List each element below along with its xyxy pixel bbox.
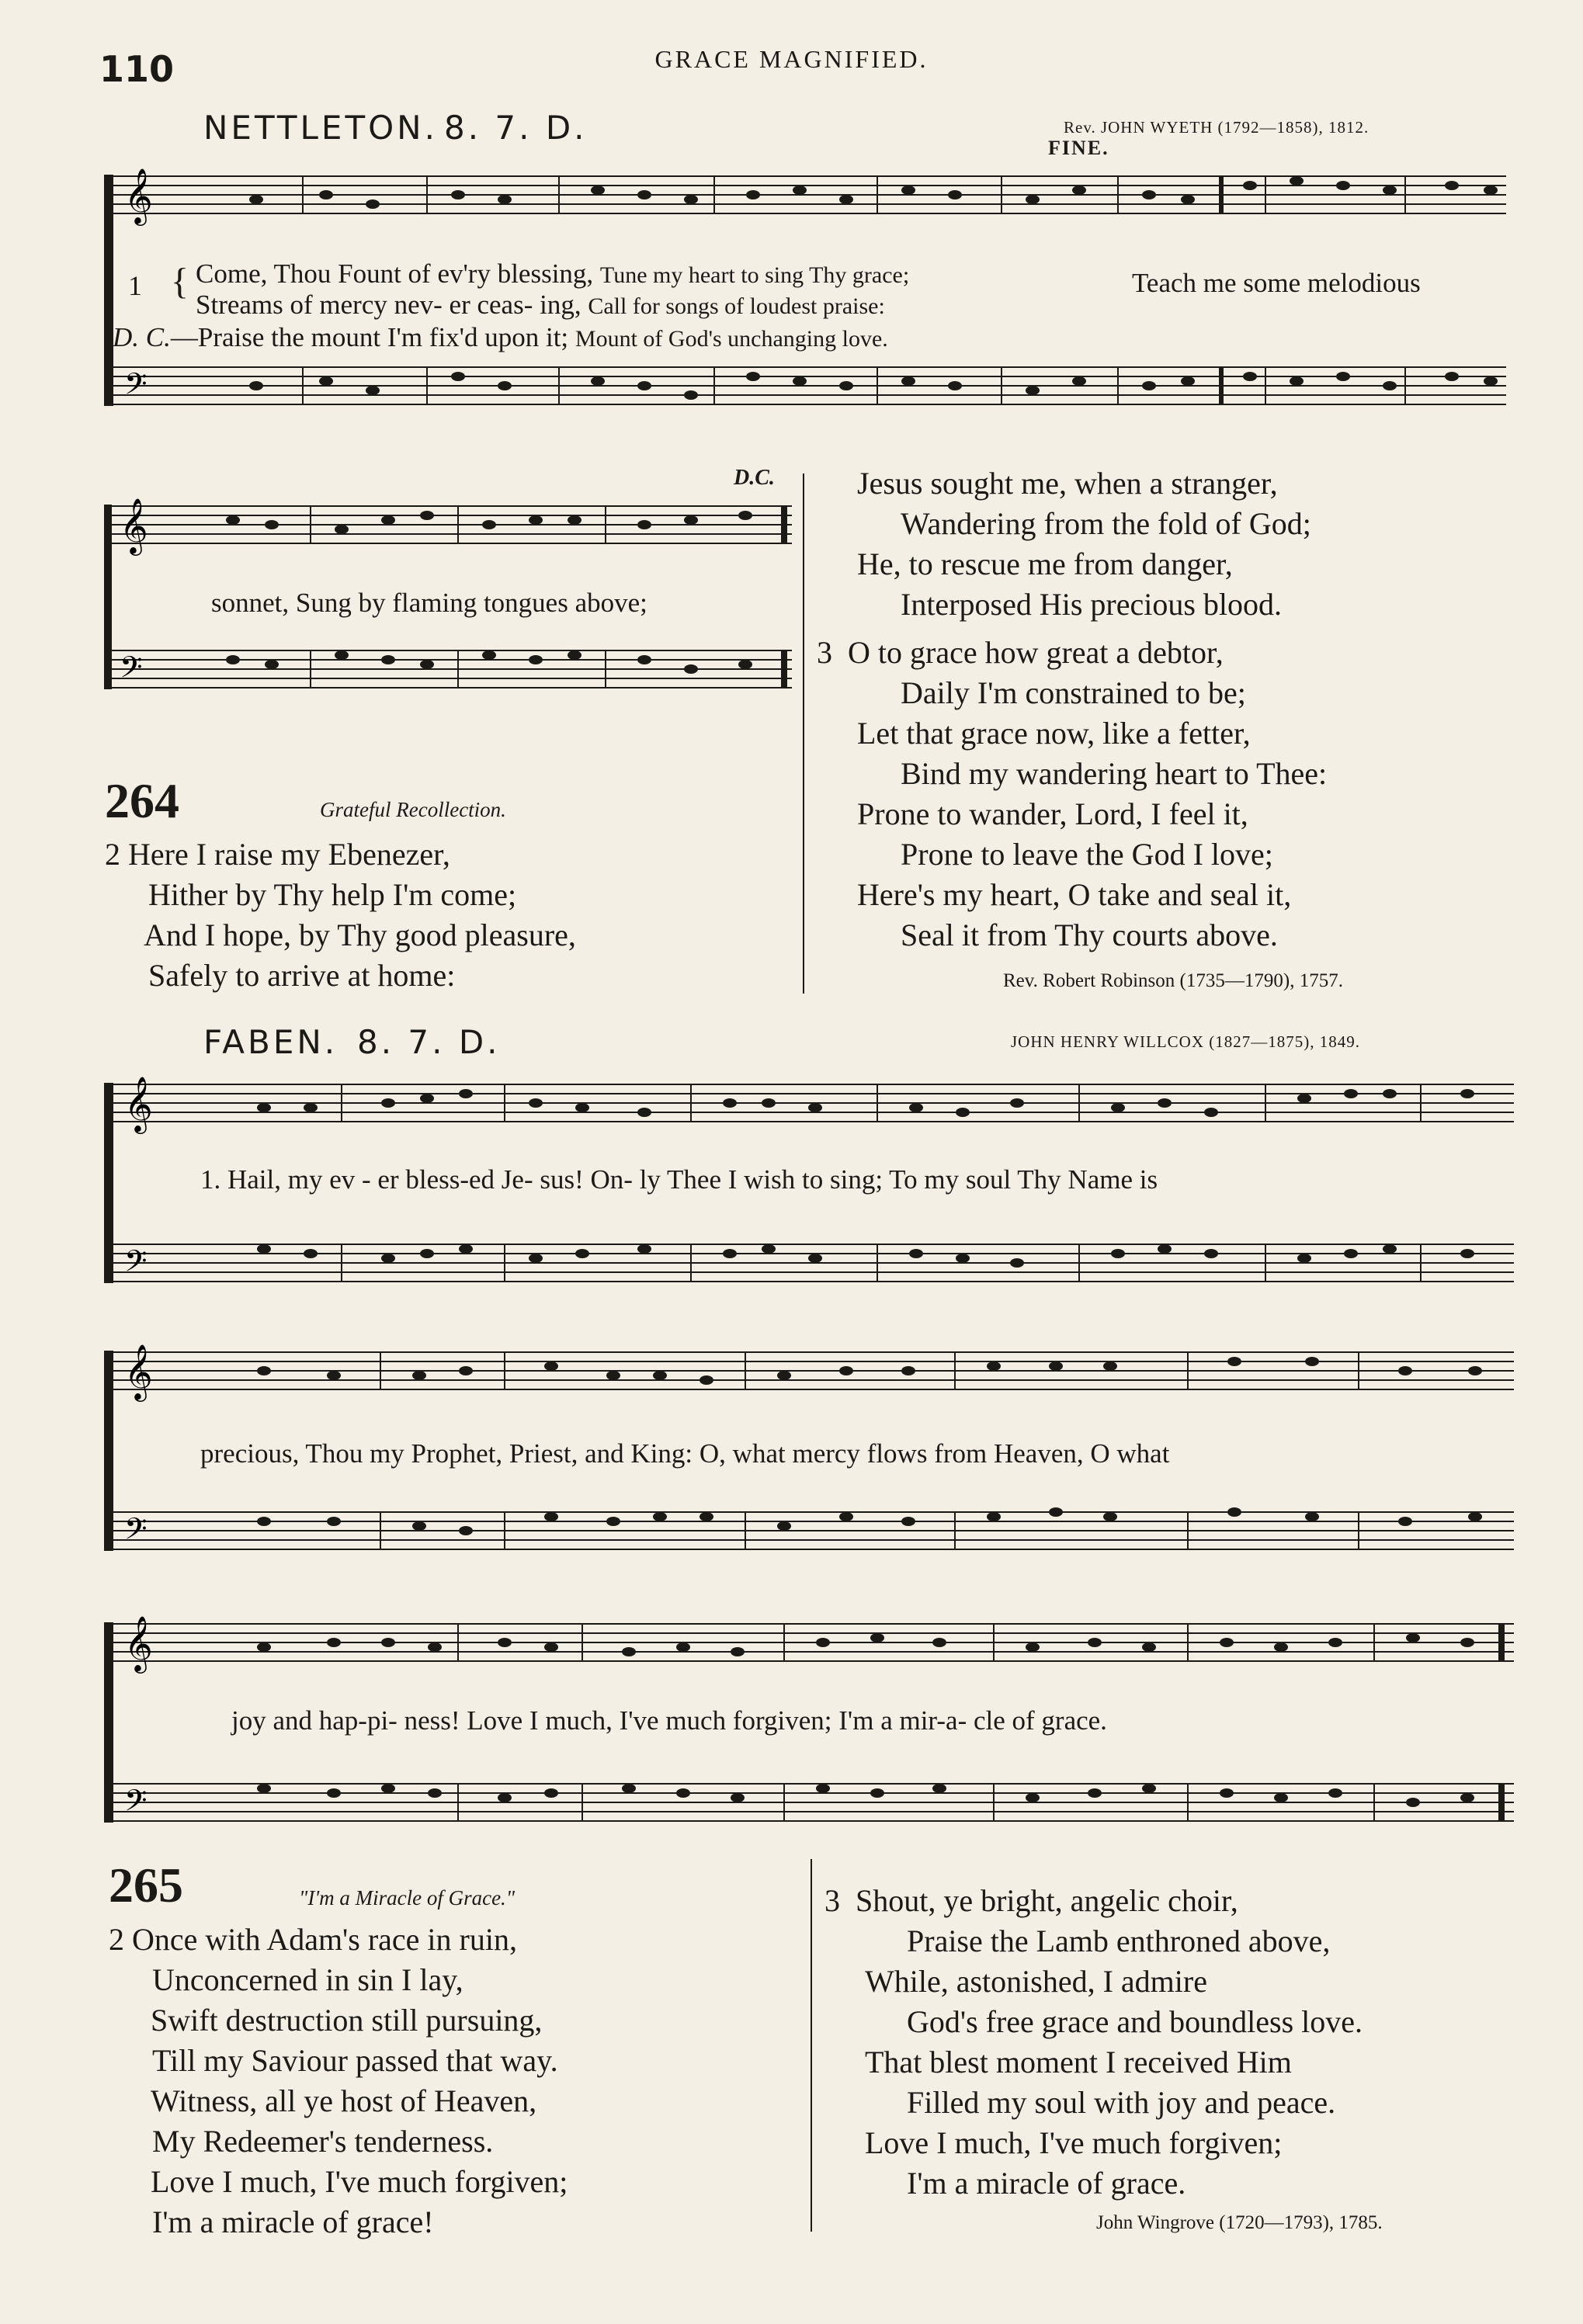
faben-title: FABEN.: [203, 1023, 338, 1061]
faben-meter: 8. 7. D.: [357, 1023, 501, 1061]
verse-line: Witness, all ye host of Heaven,: [151, 2083, 537, 2118]
faben-lyric-line-1: 1. Hail, my ev - er bless-ed Je- sus! On- ly Thee I wish to sing; To my soul Thy Name is: [200, 1164, 1158, 1195]
verse-line: Hither by Thy help I'm come;: [148, 877, 517, 912]
hymn-264-verse-2-continued: [857, 463, 1311, 625]
svg-text:𝄢: 𝄢: [124, 366, 148, 408]
verse-line: Bind my wandering heart to Thee:: [901, 756, 1328, 791]
verse-line: Jesus sought me, when a stranger,: [857, 466, 1278, 501]
column-divider: [803, 473, 804, 994]
verse-line: 3 Shout, ye bright, angelic choir,: [824, 1883, 1238, 1918]
brace: {: [171, 261, 189, 302]
verse-line: Praise the Lamb enthroned above,: [907, 1923, 1331, 1958]
verse-number: 1: [128, 270, 142, 301]
faben-lyric-line-2: precious, Thou my Prophet, Priest, and King: O, what mercy flows from Heaven, O what: [200, 1438, 1170, 1469]
verse-line: God's free grace and boundless love.: [907, 2004, 1363, 2039]
fine-label: FINE.: [1048, 137, 1109, 159]
running-head: GRACE MAGNIFIED.: [654, 45, 929, 73]
verse-line: Wandering from the fold of God;: [901, 506, 1311, 541]
svg-text:𝄞: 𝄞: [124, 1615, 153, 1671]
verse-line: Here's my heart, O take and seal it,: [857, 877, 1292, 912]
svg-text:𝄞: 𝄞: [124, 1343, 153, 1400]
hymn-265-subtitle: "I'm a Miracle of Grace.": [299, 1886, 516, 1909]
verse-line: And I hope, by Thy good pleasure,: [144, 917, 576, 952]
page-number: 110: [99, 48, 175, 90]
verse-line: Prone to wander, Lord, I feel it,: [857, 796, 1248, 831]
verse-line: 2 Here I raise my Ebenezer,: [105, 837, 450, 872]
hymn-265-attribution: John Wingrove (1720—1793), 1785.: [1096, 2212, 1383, 2233]
verse-line: Love I much, I've much forgiven;: [865, 2125, 1283, 2160]
verse-line: My Redeemer's tenderness.: [152, 2124, 494, 2159]
hymn-265-verse-3: [824, 1881, 1363, 2204]
hymn-number-265: 265: [109, 1857, 183, 1913]
nettleton-lyric-line-3: sonnet, Sung by flaming tongues above;: [211, 588, 647, 618]
verse-line: Interposed His precious blood.: [901, 587, 1283, 622]
hymn-number-264: 264: [105, 773, 179, 828]
verse-line: Daily I'm constrained to be;: [901, 675, 1246, 710]
verse-line: I'm a miracle of grace.: [907, 2166, 1186, 2201]
verse-line: Love I much, I've much forgiven;: [151, 2164, 568, 2199]
hymn-264-subtitle: Grateful Recollection.: [320, 798, 506, 821]
svg-text:𝄞: 𝄞: [124, 1075, 153, 1132]
verse-line: Seal it from Thy courts above.: [901, 917, 1278, 952]
nettleton-title: NETTLETON.: [203, 109, 438, 147]
nettleton-lyric-line-1: Come, Thou Fount of ev'ry blessing, Tune my heart to sing Thy grace;: [196, 258, 910, 289]
hymn-264-attribution: Rev. Robert Robinson (1735—1790), 1757.: [1003, 970, 1343, 991]
nettleton-meter: 8. 7. D.: [444, 109, 588, 147]
verse-line: Unconcerned in sin I lay,: [152, 1962, 463, 1997]
verse-line: That blest moment I received Him: [865, 2045, 1292, 2079]
verse-line: Filled my soul with joy and peace.: [907, 2085, 1336, 2120]
faben-composer: JOHN HENRY WILLCOX (1827—1875), 1849.: [1011, 1032, 1360, 1051]
hymn-265-verse-2: [109, 1920, 568, 2242]
svg-text:𝄢: 𝄢: [124, 1511, 148, 1553]
dc-label: D.C.: [734, 466, 775, 490]
verse-line: 3 O to grace how great a debtor,: [817, 635, 1224, 670]
svg-text:𝄢: 𝄢: [124, 1244, 148, 1285]
verse-line: Till my Saviour passed that way.: [152, 2043, 558, 2078]
verse-line: 2 Once with Adam's race in ruin,: [109, 1922, 517, 1957]
hymn-264-verse-2: [105, 834, 576, 996]
column-divider: [811, 1859, 812, 2232]
nettleton-dc-line: D. C.—Praise the mount I'm fix'd upon it; Mount of God's unchanging love.: [113, 322, 888, 352]
verse-line: I'm a miracle of grace!: [152, 2204, 434, 2239]
verse-line: Prone to leave the God I love;: [901, 837, 1273, 872]
nettleton-lyric-line-2: Streams of mercy nev- er ceas- ing, Call for songs of loudest praise:: [196, 290, 885, 320]
verse-line: Swift destruction still pursuing,: [151, 2003, 543, 2038]
svg-text:𝄢: 𝄢: [124, 1783, 148, 1825]
svg-text:𝄞: 𝄞: [124, 167, 153, 224]
svg-text:𝄞: 𝄞: [120, 497, 148, 553]
nettleton-lyric-after-fine: Teach me some melodious: [1132, 268, 1421, 298]
hymn-264-verse-3: [817, 633, 1327, 956]
verse-line: He, to rescue me from danger,: [857, 546, 1233, 581]
svg-text:𝄢: 𝄢: [120, 650, 143, 692]
faben-lyric-line-3: joy and hap-pi- ness! Love I much, I've much forgiven; I'm a mir-a- cle of grace.: [231, 1705, 1107, 1736]
verse-line: Let that grace now, like a fetter,: [857, 716, 1251, 751]
nettleton-author: Rev. JOHN WYETH (1792—1858), 1812.: [1064, 118, 1370, 137]
verse-line: Safely to arrive at home:: [148, 958, 456, 993]
verse-line: While, astonished, I admire: [865, 1964, 1207, 1999]
